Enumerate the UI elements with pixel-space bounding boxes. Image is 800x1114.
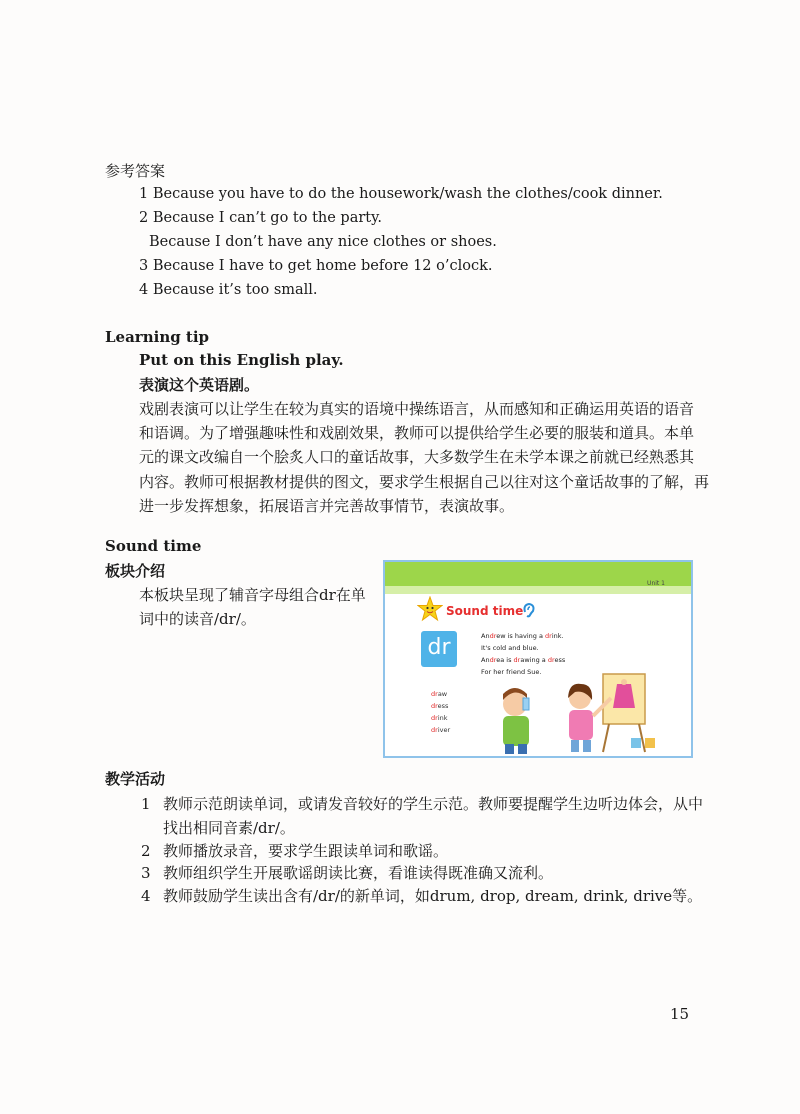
learning-tip-heading: Learning tip (105, 328, 210, 346)
activities-heading: 教学活动 (105, 770, 166, 788)
unit-label: Unit 1 (647, 580, 665, 587)
answer-item: 1 Because you have to do the housework/wash the clothes/cook dinner. (139, 186, 663, 202)
intro-line: 词中的读音/dr/。 (139, 610, 256, 628)
activity-number: 1 (141, 795, 151, 813)
answer-item: 2 Because I can’t go to the party. (139, 210, 382, 226)
activity-line: 教师鼓励学生读出含有/dr/的新单词，如drum, drop, dream, drink, drive等。 (163, 887, 703, 905)
intro-heading: 板块介绍 (105, 562, 166, 580)
activity-number: 2 (141, 842, 151, 860)
word-item: drink (431, 714, 448, 722)
learning-tip-line: 戏剧表演可以让学生在较为真实的语境中操练语言，从而感知和正确运用英语的语音 (139, 400, 695, 418)
listen-icon (521, 602, 537, 618)
sound-time-title: Sound time (446, 604, 524, 618)
rhyme-line: It's cold and blue. (481, 644, 539, 652)
activity-number: 4 (141, 887, 151, 905)
sound-time-heading: Sound time (105, 537, 202, 555)
activity-line: 教师示范朗读单词，或请发音较好的学生示范。教师要提醒学生边听边体会，从中 (163, 795, 704, 813)
answer-item: Because I don’t have any nice clothes or shoes. (149, 234, 497, 250)
unit-bar (385, 586, 691, 594)
rhyme-line: Andrew is having a drink. (481, 632, 564, 640)
rhyme-line: For her friend Sue. (481, 668, 542, 676)
learning-tip-line: 元的课文改编自一个脍炙人口的童话故事，大多数学生在未学本课之前就已经熟悉其 (139, 448, 695, 466)
activity-line: 找出相同音素/dr/。 (163, 819, 295, 837)
word-item: dress (431, 702, 449, 710)
answers-heading: 参考答案 (105, 162, 166, 180)
learning-tip-line: 进一步发挥想象，拓展语言并完善故事情节，表演故事。 (139, 497, 515, 515)
activity-number: 3 (141, 864, 151, 882)
activity-line: 教师组织学生开展歌谣朗读比赛，看谁读得既准确又流利。 (163, 864, 554, 882)
activity-line: 教师播放录音，要求学生跟读单词和歌谣。 (163, 842, 449, 860)
answer-item: 4 Because it’s too small. (139, 282, 318, 298)
learning-tip-subheading-zh: 表演这个英语剧。 (139, 376, 260, 394)
answer-item: 3 Because I have to get home before 12 o’clock. (139, 258, 493, 274)
intro-line: 本板块呈现了辅音字母组合dr在单 (139, 586, 366, 604)
star-icon (417, 596, 443, 622)
letters-dr-card: dr (421, 631, 457, 667)
green-top-bar (385, 562, 691, 586)
learning-tip-line: 和语调。为了增强趣味性和戏剧效果，教师可以提供给学生必要的服装和道具。本单 (139, 424, 695, 442)
word-item: driver (431, 726, 451, 734)
rhyme-line: Andrea is drawing a dress (481, 656, 566, 664)
page-number: 15 (670, 1005, 690, 1023)
word-item: draw (431, 690, 448, 698)
children-drawing-scene (485, 668, 665, 754)
learning-tip-subheading: Put on this English play. (139, 351, 344, 369)
sound-time-illustration (383, 560, 693, 758)
learning-tip-line: 内容。教师可根据教材提供的图文，要求学生根据自己以往对这个童话故事的了解，再 (139, 473, 710, 491)
